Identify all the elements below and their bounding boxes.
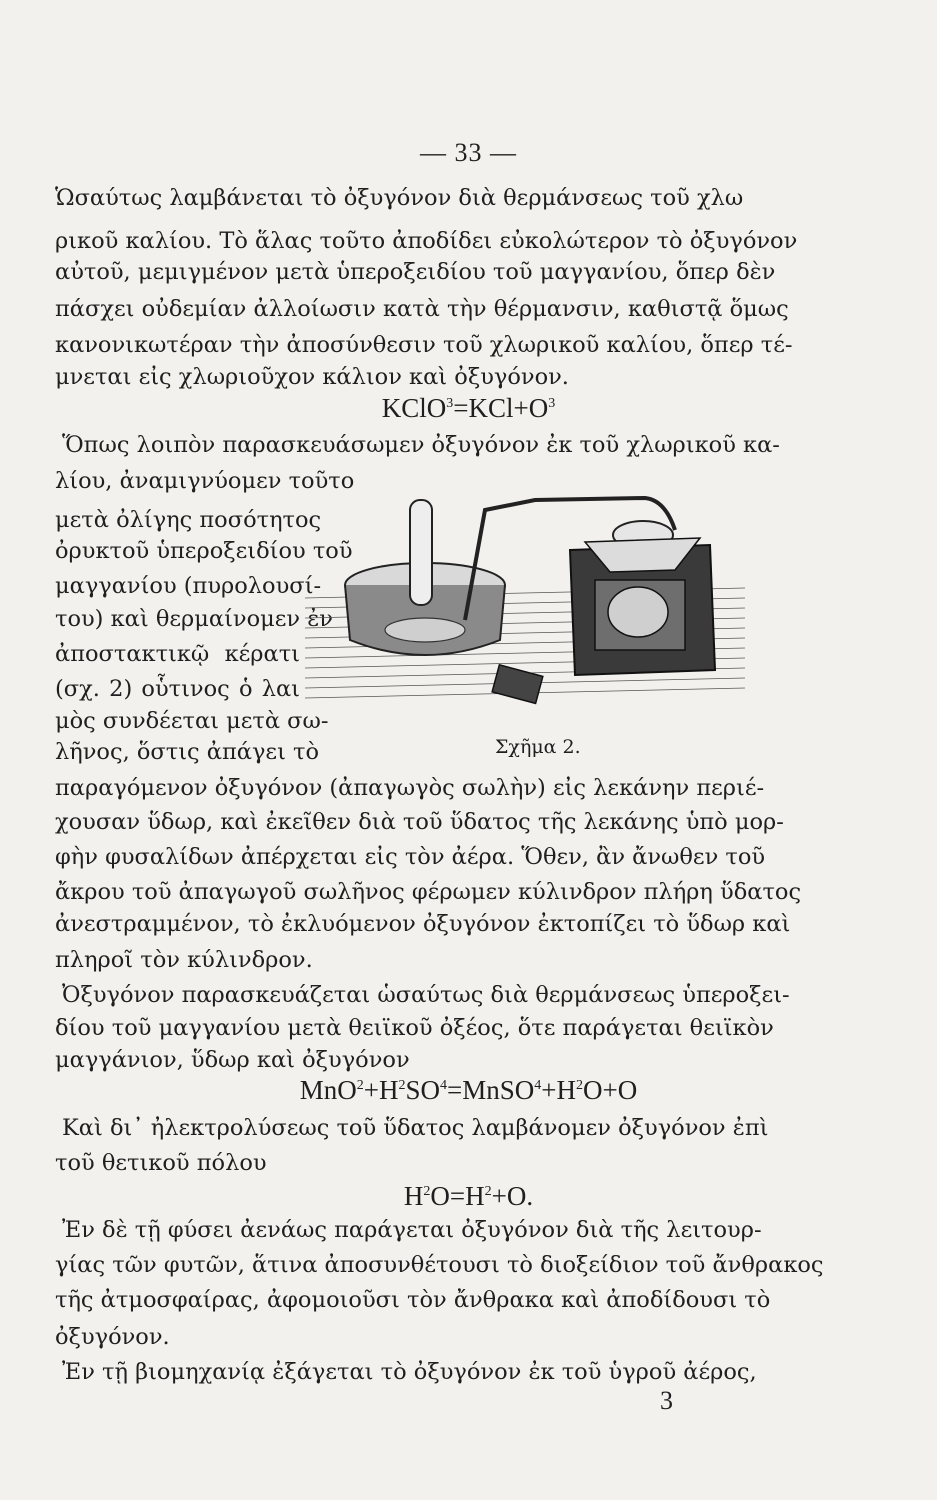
text-line: αὐτοῦ, μεμιγμένον μετὰ ὑπεροξειδίου τοῦ μαγγανίου, ὅπερ δὲν <box>55 259 776 285</box>
text-line: λῆνος, ὅστις ἀπάγει τὸ <box>55 739 320 765</box>
text-line: λίου, ἀναμιγνύομεν τοῦτο <box>55 468 355 494</box>
chemical-equation: $H^2O=H^2+O$. <box>403 1181 534 1211</box>
text-line: ὀρυκτοῦ ὑπεροξειδίου τοῦ <box>55 538 353 564</box>
text-line: γίας τῶν φυτῶν, ἅτινα ἀποσυνθέτουσι τὸ διοξείδιον τοῦ ἄνθρακος <box>55 1252 824 1278</box>
text-line: ρικοῦ καλίου. Τὸ ἅλας τοῦτο ἀποδίδει εὐκολώτερον τὸ ὀξυγόνον <box>55 228 798 254</box>
text-line: μαγγάνιον, ὕδωρ καὶ ὀξυγόνον <box>55 1047 410 1073</box>
text-line: πάσχει οὐδεμίαν ἀλλοίωσιν κατὰ τὴν θέρμανσιν, καθιστᾷ ὅμως <box>55 296 789 322</box>
text-line: δίου τοῦ μαγγανίου μετὰ θειϊκοῦ ὀξέος, ὅτε παράγεται θειϊκὸν <box>55 1015 774 1041</box>
text-line: φὴν φυσαλίδων ἀπέρχεται εἰς τὸν ἀέρα. Ὅθεν, ἂν ἄνωθεν τοῦ <box>55 844 766 870</box>
text-line: Ἐν δὲ τῇ φύσει ἀενάως παράγεται ὀξυγόνον διὰ τῆς λειτουρ- <box>62 1217 762 1243</box>
text-line: ὀξυγόνον. <box>55 1324 170 1350</box>
text-line: χουσαν ὕδωρ, καὶ ἐκεῖθεν διὰ τοῦ ὕδατος τῆς λεκάνης ὑπὸ μορ- <box>55 809 784 835</box>
text-line: Καὶ δι᾽ ἠλεκτρολύσεως τοῦ ὕδατος λαμβάνομεν ὀξυγόνον ἐπὶ <box>62 1115 769 1141</box>
text-line: Ὡσαύτως λαμβάνεται τὸ ὀξυγόνον διὰ θερμάνσεως τοῦ χλω <box>55 185 744 211</box>
text-line: μνεται εἰς χλωριοῦχον κάλιον καὶ ὀξυγόνον. <box>55 364 569 390</box>
chemical-equation: $MnO^2+H^2SO^4=MnSO^4+H^2O+O$ <box>299 1075 638 1105</box>
text-line: κανονικωτέραν τὴν ἀποσύνθεσιν τοῦ χλωρικοῦ καλίου, ὅπερ τέ- <box>55 332 793 358</box>
text-line: παραγόμενον ὀξυγόνον (ἀπαγωγὸς σωλὴν) εἰς λεκάνην περιέ- <box>55 775 765 801</box>
text-line: του) καὶ θερμαίνομεν ἐν <box>55 606 333 632</box>
text-line: τῆς ἀτμοσφαίρας, ἀφομοιοῦσι τὸν ἄνθρακα καὶ ἀποδίδουσι τὸ <box>55 1287 771 1313</box>
text-line: ἄκρου τοῦ ἀπαγωγοῦ σωλῆνος φέρωμεν κύλινδρον πλήρη ὕδατος <box>55 879 802 905</box>
text-line: Ὀξυγόνον παρασκευάζεται ὡσαύτως διὰ θερμάνσεως ὑπεροξει- <box>62 982 790 1008</box>
text-line: ἀποστακτικῷ κέρατι <box>55 641 300 667</box>
text-line: ἀνεστραμμένον, τὸ ἐκλυόμενον ὀξυγόνον ἐκτοπίζει τὸ ὕδωρ καὶ <box>55 911 791 937</box>
chemical-equation: $KClO^3=KCl+O^3$ <box>381 393 556 423</box>
text-line: Ἐν τῇ βιομηχανίᾳ ἐξάγεται τὸ ὀξυγόνον ἐκ τοῦ ὑγροῦ ἀέρος, <box>62 1359 757 1385</box>
text-line: πληροῖ τὸν κύλινδρον. <box>55 947 313 973</box>
apparatus-illustration <box>305 480 745 730</box>
text-line: μὸς συνδέεται μετὰ σω- <box>55 708 329 734</box>
text-line: μαγγανίου (πυρολουσί- <box>55 573 322 599</box>
text-line: μετὰ ὀλίγης ποσότητος <box>55 507 322 533</box>
text-line: (σχ. 2) οὗτινος ὁ λαι <box>55 676 300 702</box>
text-line: Ὅπως λοιπὸν παρασκευάσωμεν ὀξυγόνον ἐκ τοῦ χλωρικοῦ κα- <box>62 432 780 458</box>
page-header: — 33 — <box>420 138 517 167</box>
page-number: 3 <box>660 1386 673 1415</box>
text-line: τοῦ θετικοῦ πόλου <box>55 1150 267 1176</box>
figure-caption: Σχῆμα 2. <box>495 736 581 758</box>
